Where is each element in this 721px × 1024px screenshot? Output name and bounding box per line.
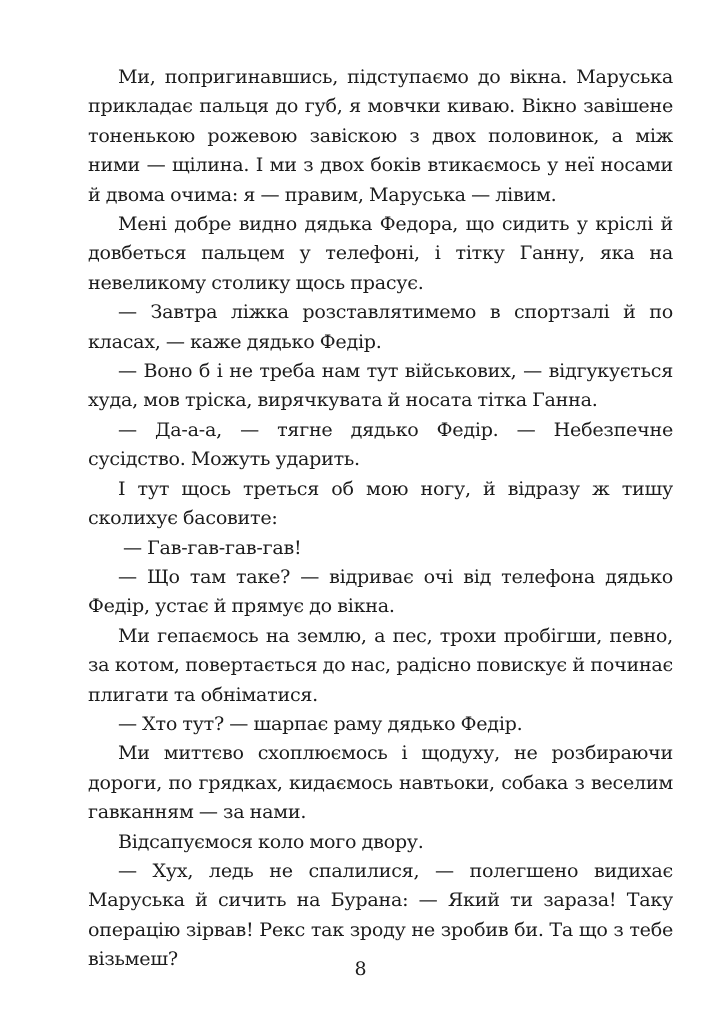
paragraph: Мені добре видно дядька Федора, що сидить у кріслі й довбеться пальцем у телефоні, і тітку Ганну, яка на невеликому столику щось прасує.	[88, 212, 673, 294]
paragraph: — Завтра ліжка розставлятимемо в спортзалі й по класах, — каже дядько Федір.	[88, 300, 673, 353]
paragraph: — Хух, ледь не спалилися, — полегшено видихає Маруська й сичить на Бурана: — Який ти зараза! Таку операцію зірвав! Рекс так зроду не зробив би. Та що з тебе візьмеш?	[88, 858, 673, 971]
paragraph: — Воно б і не треба нам тут військових, — відгукується худа, мов тріска, вирячкувата й носата тітка Ганна.	[88, 359, 673, 412]
paragraph: — Гав-гав-гав-гав!	[123, 535, 302, 559]
paragraph: Ми гепаємось на землю, а пес, трохи пробігши, певно, за котом, повертається до нас, радісно повискує й починає плигати та обніматися.	[88, 623, 673, 706]
paragraph: І тут щось треться об мою ногу, й відразу ж тишу сколихує басовите:	[88, 476, 673, 530]
paragraph: Ми, попригинавшись, підступаємо до вікна. Маруська прикладає пальця до губ, я мовчки киваю. Вікно завішене тоненькою рожевою завіскою з двох половинок, а між ними — щілина. І ми з двох боків втикаємось у неї носами й двома очима: я — правим, Маруська — лівим.	[88, 65, 673, 206]
paragraph: — Да-а-а, — тягне дядько Федір. — Небезпечне сусідство. Можуть ударить.	[88, 417, 673, 471]
page-number: 8	[354, 958, 367, 980]
text-column	[88, 62, 673, 974]
paragraph: — Що там таке? — відриває очі від телефона дядько Федір, устає й прямує до вікна.	[88, 564, 673, 618]
paragraph: — Хто тут? — шарпає раму дядько Федір.	[118, 711, 523, 735]
paragraph: Відсапуємося коло мого двору.	[118, 829, 424, 853]
paragraph: Ми миттєво схоплюємось і щодуху, не розбираючи дороги, по грядках, кидаємось навтьоки, собака з веселим гавканням — за нами.	[88, 741, 673, 824]
